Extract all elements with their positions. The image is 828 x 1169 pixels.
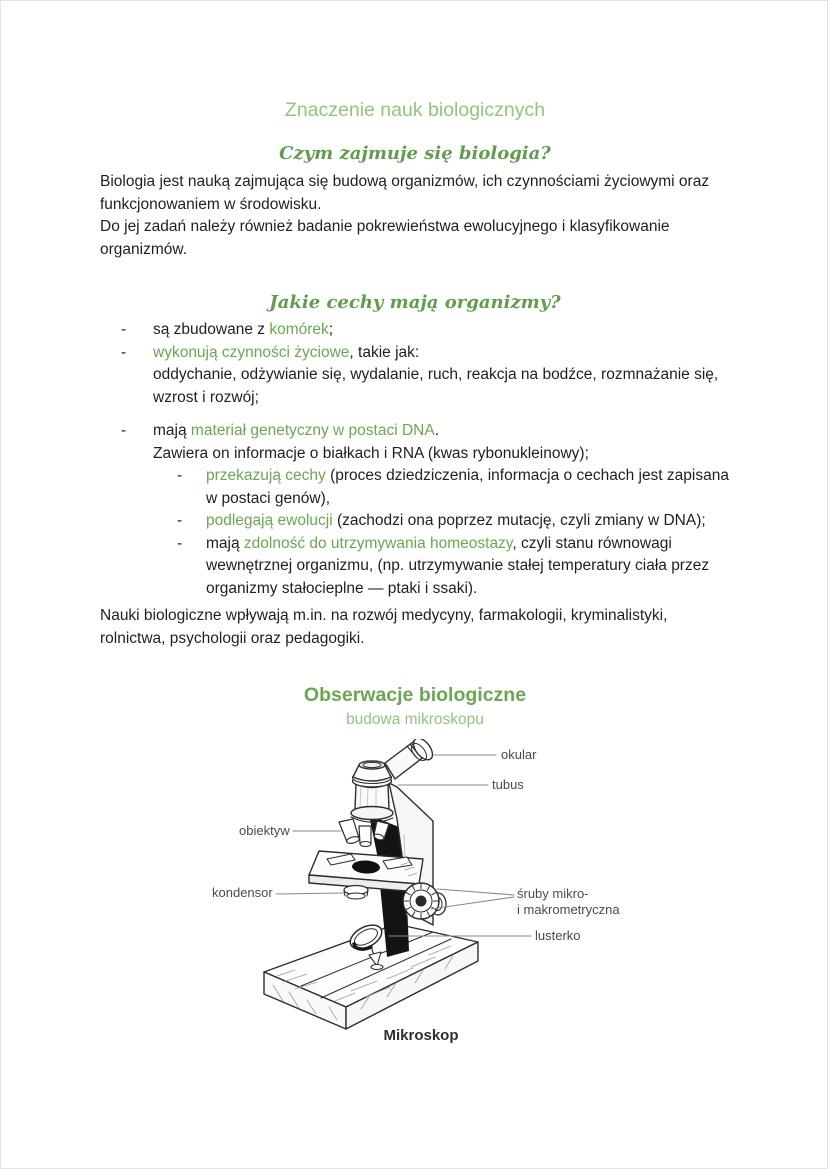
figure-label-okular: okular [501,747,537,762]
list-item-text: podlegają ewolucji (zachodzi ona poprzez mutację, czyli zmiany w DNA); [206,512,706,529]
page-title: Znaczenie nauk biologicznych [284,99,546,121]
bullet-marker: - [121,343,127,361]
bullet-marker: - [177,467,183,484]
microscope-stage [309,851,423,892]
list-item-text: przekazują cechy (proces dziedziczenia, informacja o cechach jest zapisana w postaci genów), [206,467,729,507]
list-item-text: wykonują czynności życiowe, takie jak: oddychanie, odżywianie się, wydalanie, ruch, reakcja na bodźce, rozmnażanie się, wzrost i rozwój; [153,343,719,406]
list-item-nested [100,465,730,510]
bullet-marker: - [121,321,127,338]
section-heading-intro: Czym zajmuje się biologia? [279,143,551,164]
microscope-focus-knobs [403,883,446,919]
features-list [100,319,730,600]
bullet-marker: - [121,422,127,439]
figure-label-lusterko: lusterko [535,928,581,943]
observations-heading: Obserwacje biologiczne [303,684,527,706]
list-item-text: mają materiał genetyczny w postaci DNA. Zawiera on informacje o białkach i RNA (kwas rybonukleinowy); [153,422,589,462]
figure-label-kondensor: kondensor [212,885,273,900]
microscope-head [351,739,436,820]
bullet-marker: - [177,534,183,552]
intro-paragraph: Biologia jest nauką zajmująca się budową organizmów, ich czynnościami życiowymi oraz funkcjonowaniem w środowisku. Do jej zadań należy również badanie pokrewieństwa ewolucyjnego i klasyfikowanie organizmów. [100,173,710,258]
microscope-condenser [344,886,368,900]
list-item [100,420,730,465]
list-item-nested [100,533,730,601]
figure-caption: Mikroskop [383,1027,459,1044]
list-item-nested [100,510,730,533]
observations-subheading: budowa mikroskopu [346,711,484,728]
microscope-figure [201,739,671,1061]
figure-label-sruby-line1: śruby mikro- [517,886,589,901]
list-item [100,342,730,410]
figure-label-sruby-line2: i makrometryczna [517,902,620,917]
section-heading-features: Jakie cechy mają organizmy? [269,292,561,313]
figure-label-tubus: tubus [492,777,524,792]
list-item-text: mają zdolność do utrzymywania homeostazy, czyli stanu równowagi wewnętrznej organizmu, (np. utrzymywanie stałej temperatury ciała przez organizmy stałocieplne — ptaki i ssaki). [206,534,710,597]
figure-label-obiektyw: obiektyw [239,823,290,838]
closing-paragraph: Nauki biologiczne wpływają m.in. na rozwój medycyny, farmakologii, kryminalistyki, rolnictwa, psychologii oraz pedagogiki. [100,607,668,647]
bullet-marker: - [177,512,183,529]
list-item-text: są zbudowane z komórek; [153,321,334,338]
list-item [100,319,730,342]
